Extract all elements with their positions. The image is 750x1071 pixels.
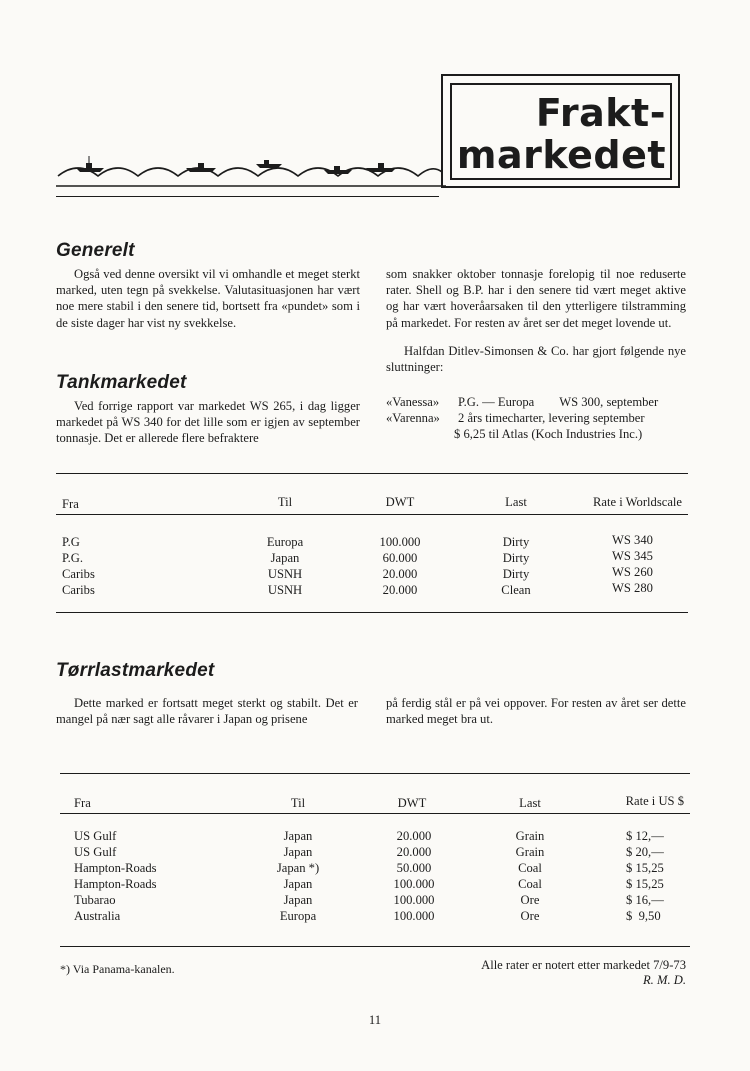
tank-col-rate bbox=[612, 532, 653, 596]
dry-col-til bbox=[258, 828, 338, 924]
table-cell: Japan bbox=[283, 845, 313, 859]
table-cell: Dirty bbox=[502, 567, 530, 581]
table-cell: Hampton-Roads bbox=[74, 877, 157, 891]
table-cell: Hampton-Roads bbox=[74, 861, 157, 875]
table-cell: 60.000 bbox=[382, 551, 418, 565]
table-cell: $ 20,— bbox=[626, 845, 664, 859]
table-cell: WS 280 bbox=[612, 581, 653, 595]
table-cell: 100.000 bbox=[379, 535, 421, 549]
signature: R. M. D. bbox=[642, 973, 686, 987]
title-line-2: markedet bbox=[456, 133, 666, 177]
table-cell: US Gulf bbox=[74, 845, 117, 859]
table-cell: Ore bbox=[520, 893, 540, 907]
fixture-item bbox=[386, 410, 686, 426]
tank-header-dwt: DWT bbox=[385, 495, 415, 509]
table-cell: $ 16,— bbox=[626, 893, 664, 907]
table-cell: $ 15,25 bbox=[626, 877, 664, 891]
table-cell: 100.000 bbox=[393, 909, 435, 923]
page-number: 11 bbox=[368, 1013, 382, 1027]
dry-table-header-rule bbox=[60, 813, 690, 814]
paragraph-text: Også ved denne oversikt vil vi omhandle et meget sterkt marked, uten tegn på svekkelse. Valutasituasjonen har vært noe mere stabil i den senere tid, bortsett fra «pundet» som i de siste dager har vist ny svekkelse. bbox=[56, 267, 360, 330]
dry-header-rate: Rate i US $ bbox=[625, 794, 684, 808]
ship-icon bbox=[76, 156, 396, 174]
header-rule bbox=[56, 196, 439, 197]
section-heading-tankmarkedet: Tankmarkedet bbox=[56, 372, 187, 393]
tank-table-top-rule bbox=[56, 473, 688, 474]
table-cell: Japan bbox=[283, 829, 313, 843]
table-cell: Caribs bbox=[62, 583, 95, 597]
tank-table-bottom-rule bbox=[56, 612, 688, 613]
fixture-details: 2 års timecharter, levering september bbox=[458, 411, 645, 425]
fixture-item bbox=[386, 394, 686, 410]
page-title bbox=[452, 92, 666, 176]
table-cell: Tubarao bbox=[74, 893, 116, 907]
dry-col-dwt bbox=[374, 828, 454, 924]
table-cell: P.G bbox=[62, 535, 80, 549]
title-line-1: Frakt- bbox=[535, 91, 666, 135]
tank-header-rate: Rate i Worldscale bbox=[593, 495, 682, 509]
tank-col-til bbox=[245, 534, 325, 598]
dry-header-til: Til bbox=[290, 796, 306, 810]
table-cell: WS 260 bbox=[612, 565, 653, 579]
table-cell: 20.000 bbox=[396, 845, 432, 859]
table-cell: US Gulf bbox=[74, 829, 117, 843]
section-heading-generelt: Generelt bbox=[56, 240, 135, 261]
tank-col-last bbox=[476, 534, 556, 598]
fixture-details: P.G. — Europa WS 300, september bbox=[458, 395, 659, 409]
table-cell: $ 12,— bbox=[626, 829, 664, 843]
table-cell: Clean bbox=[501, 583, 531, 597]
dry-col-last bbox=[490, 828, 570, 924]
table-cell: Grain bbox=[515, 845, 545, 859]
table-cell: $ 15,25 bbox=[626, 861, 664, 875]
paragraph-generelt bbox=[56, 266, 360, 331]
table-cell: WS 345 bbox=[612, 549, 653, 563]
tank-header-fra: Fra bbox=[62, 497, 79, 511]
table-cell: 100.000 bbox=[393, 877, 435, 891]
table-cell: $ 9,50 bbox=[626, 909, 661, 923]
tank-col-fra bbox=[62, 534, 95, 598]
table-cell: Coal bbox=[518, 877, 542, 891]
table-cell: 20.000 bbox=[382, 583, 418, 597]
paragraph-torrlast-left bbox=[56, 695, 358, 727]
table-cell: 20.000 bbox=[396, 829, 432, 843]
table-cell: Europa bbox=[279, 909, 317, 923]
dry-header-last: Last bbox=[519, 796, 541, 810]
fixtures-list bbox=[386, 394, 686, 442]
dry-table-bottom-rule bbox=[60, 946, 690, 947]
table-cell: Japan bbox=[283, 893, 313, 907]
paragraph-text: på ferdig stål er på vei oppover. For resten av året ser dette marked meget bra ut. bbox=[386, 696, 686, 727]
paragraph-torrlast-right bbox=[386, 695, 686, 727]
table-cell: USNH bbox=[267, 583, 303, 597]
tank-header-til: Til bbox=[277, 495, 293, 509]
paragraph-tankmarkedet bbox=[56, 398, 360, 447]
paragraph-right-column bbox=[386, 266, 686, 375]
dry-header-fra: Fra bbox=[74, 796, 91, 810]
table-cell: WS 340 bbox=[612, 533, 653, 547]
table-cell: Dirty bbox=[502, 535, 530, 549]
paragraph-text: Halfdan Ditlev-Simonsen & Co. har gjort følgende nye sluttninger: bbox=[386, 343, 686, 375]
paragraph-text: som snakker oktober tonnasje forelopig til noe reduserte rater. Shell og B.P. har i den senere tid vært meget aktive og har vært hoveråarsaken til den ytterligere tilstramming på markedet. For resten av året ser det meget lovende ut. bbox=[386, 267, 686, 330]
rates-note: Alle rater er notert etter markedet 7/9-73 bbox=[481, 958, 686, 972]
ships-wave-illustration bbox=[56, 152, 446, 192]
ship-name: «Varenna» bbox=[386, 411, 440, 425]
paragraph-text: Ved forrige rapport var markedet WS 265, i dag ligger markedet på WS 340 for det lille som er igjen av september tonnasje. Det er allerede flere befraktere bbox=[56, 399, 360, 446]
fixture-details: $ 6,25 til Atlas (Koch Industries Inc.) bbox=[454, 427, 643, 441]
tank-table-header-rule bbox=[56, 514, 688, 515]
table-cell: Dirty bbox=[502, 551, 530, 565]
table-cell: Japan *) bbox=[276, 861, 320, 875]
table-cell: USNH bbox=[267, 567, 303, 581]
dry-header-dwt: DWT bbox=[397, 796, 427, 810]
dry-table-top-rule bbox=[60, 773, 690, 774]
tank-header-last: Last bbox=[505, 495, 527, 509]
table-cell: Japan bbox=[270, 551, 300, 565]
table-cell: Coal bbox=[518, 861, 542, 875]
dry-col-rate bbox=[626, 828, 664, 924]
table-cell: Caribs bbox=[62, 567, 95, 581]
section-heading-torrlastmarkedet: Tørrlastmarkedet bbox=[56, 660, 215, 681]
dry-col-fra bbox=[74, 828, 157, 924]
table-cell: Grain bbox=[515, 829, 545, 843]
tank-col-dwt bbox=[360, 534, 440, 598]
fixture-item bbox=[386, 426, 686, 442]
table-cell: Japan bbox=[283, 877, 313, 891]
table-cell: 100.000 bbox=[393, 893, 435, 907]
table-cell: P.G. bbox=[62, 551, 83, 565]
ship-name: «Vanessa» bbox=[386, 395, 440, 409]
table-cell: Ore bbox=[520, 909, 540, 923]
table-cell: Australia bbox=[74, 909, 121, 923]
footnote: *) Via Panama-kanalen. bbox=[60, 962, 175, 976]
paragraph-text: Dette marked er fortsatt meget sterkt og stabilt. Det er mangel på nær sagt alle råvarer i Japan og prisene bbox=[56, 696, 358, 727]
table-cell: 20.000 bbox=[382, 567, 418, 581]
table-cell: 50.000 bbox=[396, 861, 432, 875]
table-cell: Europa bbox=[266, 535, 304, 549]
